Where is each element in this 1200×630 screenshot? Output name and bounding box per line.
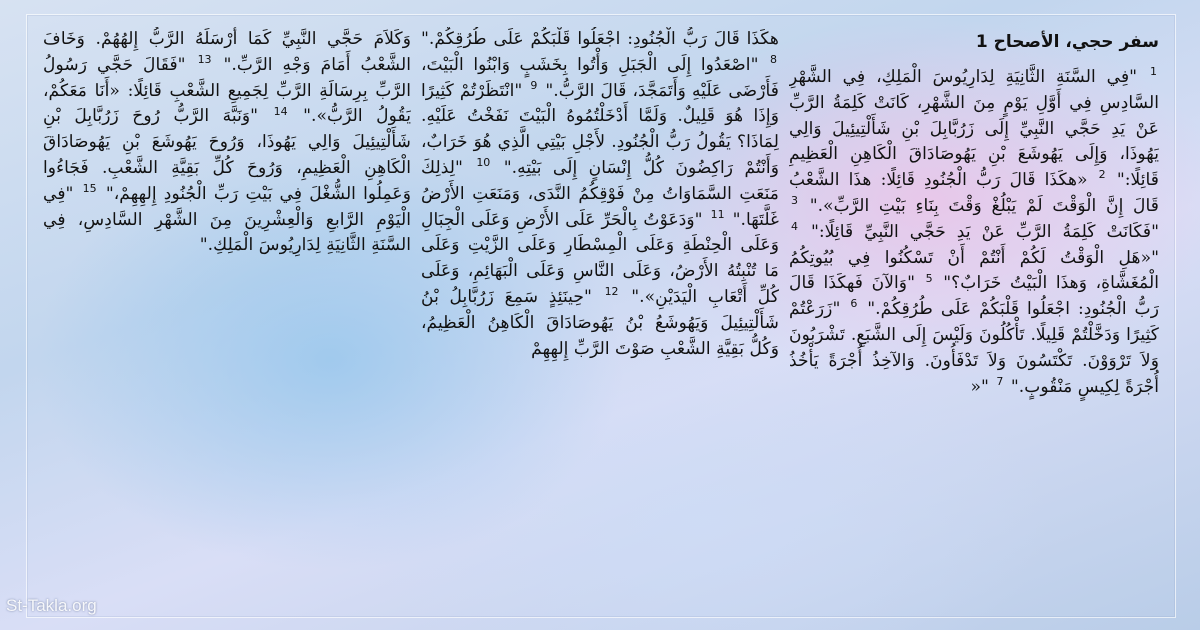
verse-15-text: "فِي الْيَوْمِ الرَّابعِ وَالْعِشْرِينَ مِنَ الشَّهْرِ السَّادِسِ، فِي السَّنَةِ الثَّانِيَةِ لِدَارِيُوسَ الْمَلِكِ." xyxy=(43,183,411,256)
verse-2-text: «هكَذَا قَالَ رَبُّ الْجُنُودِ قَائِلًا: هذَا الشَّعْبُ قَالَ إِنَّ الْوَقْتَ لَمْ يَبْلُغْ وَقْتَ بِنَاءِ بَيْتِ الرَّبِّ»." xyxy=(789,170,1159,216)
text-column-middle xyxy=(421,27,779,613)
verse-5-number: 5 xyxy=(925,271,933,285)
verse-14-number: 14 xyxy=(273,104,288,118)
verse-6-number: 6 xyxy=(850,297,858,311)
text-panel xyxy=(26,14,1176,618)
verse-12-text-start: "حِينَئِذٍ سَمِعَ زَرُبَّابِلُ بْنُ شَأَلْتِيئِيلَ وَيَهُوشَعُ بْنُ يَهُوصَادَاقَ الْكَاهِنُ الْعَظِيمُ، وَكُلُّ بَقِيَّةِ الشَّعْبِ صَوْتَ الرَّبِّ إِلهِهِمْ xyxy=(421,286,779,359)
verse-15-number: 15 xyxy=(82,182,97,196)
verse-11-text: "وَدَعَوْتُ بِالْحَرِّ عَلَى الأَرْضِ وَعَلَى الْجِبَالِ وَعَلَى الْحِنْطَةِ وَعَلَى الْمِسْطَارِ وَعَلَى الزَّيْتِ وَعَلَى مَا تُنْبِتُهُ الأَرْضُ، وَعَلَى النَّاسِ وَعَلَى الْبَهَائِمِ، وَعَلَى كُلِّ أَتْعَابِ الْيَدَيْنِ»." xyxy=(421,209,779,307)
verse-7-text-continued: هكَذَا قَالَ رَبُّ الْجُنُودِ: اجْعَلُوا قَلْبَكُمْ عَلَى طُرُقِكُمْ." xyxy=(421,29,779,49)
verse-13-number: 13 xyxy=(197,53,212,67)
text-column-left xyxy=(43,27,411,613)
verse-9-number: 9 xyxy=(530,78,538,92)
verse-14-text: "وَنَبَّهَ الرَّبُّ رُوحَ زَرُبَّابِلَ بْنِ شَأَلْتِيئِيلَ وَالِي يَهُوذَا، وَرُوحَ يَهُوشَعَ بْنِ يَهُوصَادَاقَ الْكَاهِنِ الْعَظِيمِ، وَرُوحَ كُلِّ بَقِيَّةِ الشَّعْبِ. فَجَاءُوا وَعَمِلُوا الشُّغْلَ فِي بَيْتِ رَبِّ الْجُنُودِ إِلهِهِمْ،" xyxy=(43,106,411,204)
verse-7-number: 7 xyxy=(996,374,1004,388)
verse-1-number: 1 xyxy=(1149,65,1157,79)
verse-1-text: "فِي السَّنَةِ الثَّانِيَةِ لِدَارِيُوسَ الْمَلِكِ، فِي الشَّهْرِ السَّادِسِ فِي أَوَّلِ يَوْمٍ مِنَ الشَّهْرِ، كَانَتْ كَلِمَةُ الرَّبِّ عَنْ يَدِ حَجَّي النَّبِيِّ إِلَى زَرُبَّابِلَ بْنِ شَأَلْتِيئِيلَ وَالِي يَهُوذَا، وَإِلَى يَهُوشَعَ بْنِ يَهُوصَادَاقَ الْكَاهِنِ الْعَظِيمِ قَائِلًا:" xyxy=(789,67,1159,191)
verse-8-number: 8 xyxy=(770,53,777,67)
site-watermark: St-Takla.org xyxy=(6,596,97,615)
verse-12-text-continued: وَكَلاَمَ حَجَّي النَّبِيِّ كَمَا أَرْسَلَهُ الرَّبُّ إِلهُهُمْ. وَخَافَ الشَّعْبُ أَمَامَ وَجْهِ الرَّبِّ." xyxy=(43,29,411,75)
verse-7-text-start: "« xyxy=(970,376,989,397)
verse-12-number: 12 xyxy=(604,285,619,299)
verse-6-text: "زَرَعْتُمْ كَثِيرًا وَدَخَّلْتُمْ قَلِيلًا. تَأْكُلُونَ وَلَيْسَ إِلَى الشَّبَعِ. تَشْرَبُونَ وَلاَ تَرْوَوْنَ. تَكْتَسُونَ وَلاَ تَدْفَأُونَ. وَالآخِذُ أُجْرَةً يَأْخُذُ أُجْرَةً لِكِيسٍ مَنْقُوبٍ." xyxy=(789,299,1159,397)
verse-10-number: 10 xyxy=(476,156,491,170)
text-column-right xyxy=(789,27,1159,613)
verse-10-text: "لِذلِكَ مَنَعَتِ السَّمَاوَاتُ مِنْ فَوْقِكُمُ النَّدَى، وَمَنَعَتِ الأَرْضُ غَلَّتَهَا." xyxy=(421,157,779,230)
verse-8-text: "اصْعَدُوا إِلَى الْجَبَلِ وَأْتُوا بِخَشَبٍ وَابْنُوا الْبَيْتَ، فَأَرْضَى عَلَيْهِ وَأَتَمَجَّدَ، قَالَ الرَّبُّ." xyxy=(421,54,779,101)
verse-3-number: 3 xyxy=(791,194,798,208)
chapter-title: سفر حجي، الأصحاح 1 xyxy=(975,32,1159,52)
verse-13-text: "فَقَالَ حَجَّي رَسُولُ الرَّبِّ بِرِسَالَةِ الرَّبِّ لِجَمِيعِ الشَّعْبِ قَائِلًا: «أَنَا مَعَكُمْ، يَقُولُ الرَّبُّ»." xyxy=(43,54,411,127)
verse-11-number: 11 xyxy=(710,207,725,221)
verse-4-text: "«هَلِ الْوَقْتُ لَكُمْ أَنْتُمْ أَنْ تَسْكُنُوا فِي بُيُوتِكُمُ الْمُغَشَّاةِ، وَهذَا الْبَيْتُ خَرَابٌ؟" xyxy=(789,247,1159,294)
verse-4-number: 4 xyxy=(791,220,798,234)
verse-2-number: 2 xyxy=(1098,168,1106,182)
verse-3-text: "فَكَانَتْ كَلِمَةُ الرَّبِّ عَنْ يَدِ حَجَّي النَّبِيِّ قَائِلًا:" xyxy=(810,221,1159,242)
verse-5-text: "وَالآنَ فَهكَذَا قَالَ رَبُّ الْجُنُودِ: اجْعَلُوا قَلْبَكُمْ عَلَى طُرُقِكُمْ." xyxy=(789,273,1159,320)
verse-9-text: "انْتَظَرْتُمْ كَثِيرًا وَإِذَا هُوَ قَلِيلٌ. وَلَمَّا أَدْخَلْتُمُوهُ الْبَيْتَ نَفَخْتُ عَلَيْهِ. لِمَاذَا؟ يَقُولُ رَبُّ الْجُنُودِ. لأَجْلِ بَيْتِي الَّذِي هُوَ خَرَابٌ، وَأَنْتُمْ رَاكِضُونَ كُلُّ إِنْسَانٍ إِلَى بَيْتِهِ." xyxy=(421,80,779,178)
